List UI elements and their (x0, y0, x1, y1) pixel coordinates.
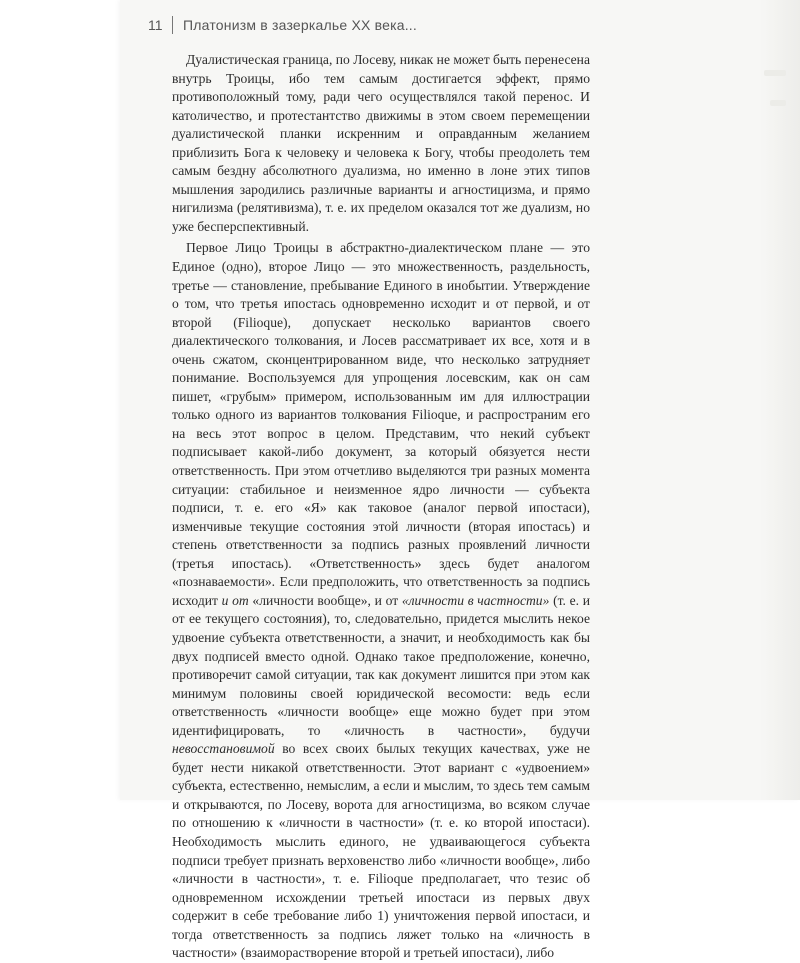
text-run: Дуалистическая граница, по Лосеву, никак не может быть перенесена внутрь Троицы, ибо тем самым достигается эффект, прямо противоположный тому, ради чего осуществлялся такой перенос. И католичество, и протестантство движимы в этом своем перемещении дуалистической планки искренним и оправданным желанием приблизить Бога к человеку и человека к Богу, чтобы преодолеть тем самым бездну абсолютного дуализма, но именно в лоне этих типов мышления зародились различные варианты и агностицизма, и прямо нигилизма (релятивизма), т. е. их пределом оказался тот же дуализм, но уже бесперспективный. (172, 52, 590, 234)
italic-emphasis: и от (221, 592, 249, 608)
body-text (172, 51, 590, 963)
paragraph (172, 239, 590, 962)
running-head (148, 16, 417, 34)
page-number: 11 (148, 17, 163, 33)
running-title: Платонизм в зазеркалье XX века... (183, 17, 417, 33)
text-run: Первое Лицо Троицы в абстрактно-диалектическом плане — это Единое (одно), второе Лицо — это множественность, раздельность, третье — становление, пребывание Единого в инобытии. Утверждение о том, что третья ипостась одновременно исходит и от первой, и от второй (Filioque), допускает несколько вариантов своего диалектического толкования, и Лосев рассматривает их все, хотя и в очень сжатом, сконцентрированном виде, что несколько затрудняет понимание. Воспользуемся для упрощения лосевским, как он сам пишет, «грубым» примером, использованным им для иллюстрации только одного из вариантов толкования Filioque, и распространим его на весь этот вопрос в целом. Представим, что некий субъект подписывает какой-либо документ, за который обязуется нести ответственность. При этом отчетливо выделяются три разных момента ситуации: стабильное и неизменное ядро личности — субъекта подписи, т. е. его «Я» как таковое (аналог первой ипостаси), изменчивые текущие состояния этой личности (вторая ипостась) и степень ответственности за подпись разных проявлений личности (третья ипостась). «Ответственность» здесь будет аналогом «познаваемости». Если предположить, что ответственность за подпись исходит (172, 240, 590, 608)
header-divider (172, 16, 174, 34)
bleed-through-mark (764, 70, 786, 76)
text-run: «личности вообще», и от (248, 592, 402, 608)
text-run: (т. е. и от ее текущего состояния), то, следовательно, придется мыслить некое удвоение субъекта ответственности, а значит, и необходимость как бы двух подписей вместо одной. Однако такое предположение, конечно, противоречит самой ситуации, так как документ лишится при этом как минимум половины своей юридической весомости: ведь если ответственность «личности вообще» еще можно будет при этом идентифицировать, то «личность в частности», будучи (172, 592, 590, 738)
paragraph (172, 51, 590, 236)
italic-emphasis: «личности в частности» (401, 592, 550, 608)
bleed-through-mark (770, 100, 786, 106)
italic-emphasis: невосстановимой (172, 741, 275, 757)
text-run: во всех своих былых текущих качествах, уже не будет нести никакой ответственности. Этот вариант с «удвоением» субъекта, естественно, немыслим, а если и мыслим, то здесь тем самым и открываются, по Лосеву, ворота для агностицизма, во всяком случае по отношению к «личности в частности» (т. е. ко второй ипостаси). Необходимость мыслить единого, не удваивающегося субъекта подписи требует признать верховенство либо «личности вообще», либо «личности в частности», т. е. Filioque предполагает, что тезис об одновременном исхождении третьей ипостаси из первых двух содержит в себе требование либо 1) уничтожения первой ипостаси, и тогда ответственность за подпись ляжет только на «личность в частности» (взаиморастворение второй и третьей ипостаси), либо (172, 741, 590, 961)
facing-page-edge (760, 0, 800, 800)
